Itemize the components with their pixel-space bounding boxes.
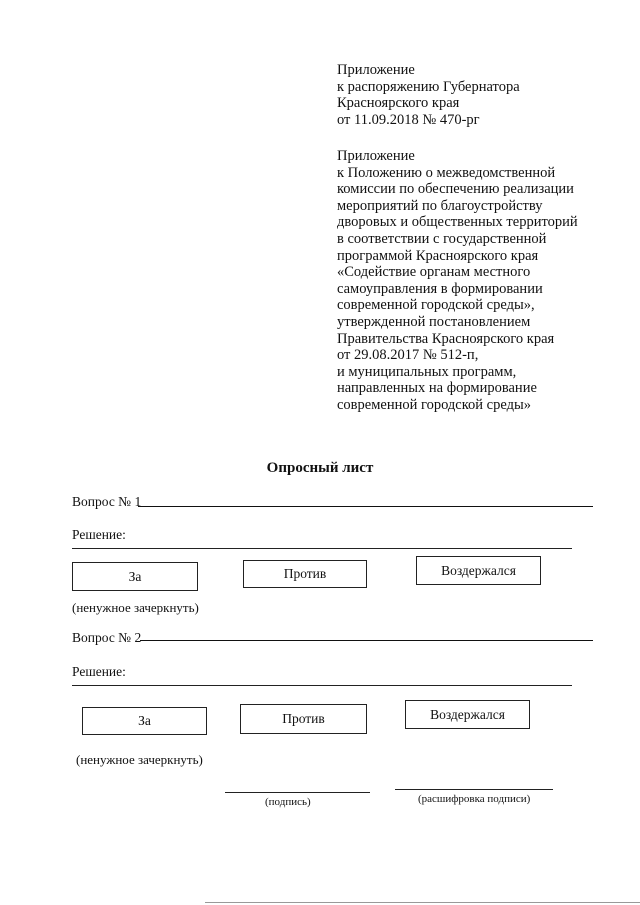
question-1-decision-line[interactable] xyxy=(72,548,572,549)
annex-header xyxy=(337,62,520,128)
option-label: Против xyxy=(283,566,327,581)
signature-decoding-label: (расшифровка подписи) xyxy=(418,793,531,805)
question-2-decision-label: Решение: xyxy=(72,664,126,679)
annex-sub-line: современной городской среды», xyxy=(337,297,535,314)
annex-sub-line: и муниципальных программ, xyxy=(337,363,517,380)
annex-sub-line: к Положению о межведомственной xyxy=(337,164,556,181)
question-1-note: (ненужное зачеркнуть) xyxy=(72,600,199,615)
question-1-option-for[interactable] xyxy=(72,562,198,591)
page-title: Опросный лист xyxy=(266,460,374,476)
annex-sub-line: Правительства Красноярского края xyxy=(337,330,555,347)
question-2-option-for[interactable] xyxy=(82,707,207,735)
annex-sub-line: комиссии по обеспечению реализации xyxy=(337,181,574,198)
annex-sub-line: «Содействие органам местного xyxy=(337,264,531,281)
option-label: За xyxy=(128,568,142,584)
option-label: Против xyxy=(282,711,325,726)
signature-decoding-line[interactable] xyxy=(395,789,553,790)
question-2-note: (ненужное зачеркнуть) xyxy=(76,752,203,767)
annex-sub-line: программой Красноярского края xyxy=(337,247,539,264)
annex-header-line: от 11.09.2018 № 470-рг xyxy=(337,111,480,128)
annex-sub-line: от 29.08.2017 № 512-п, xyxy=(337,347,479,364)
option-label: За xyxy=(138,713,151,728)
annex-sub-header xyxy=(337,148,578,414)
signature-label: (подпись) xyxy=(265,796,311,808)
option-label: Воздержался xyxy=(441,562,516,578)
annex-header-line: к распоряжению Губернатора xyxy=(337,78,520,95)
question-1-label: Вопрос № 1 xyxy=(72,494,142,509)
annex-header-line: Красноярского края xyxy=(337,95,460,112)
question-2-option-abstain[interactable] xyxy=(405,700,530,729)
question-1-option-against[interactable] xyxy=(243,560,367,588)
question-1-answer-line[interactable] xyxy=(138,506,593,507)
question-1-decision-label: Решение: xyxy=(72,527,126,542)
annex-sub-line: современной городской среды» xyxy=(337,396,531,413)
question-1-option-abstain[interactable] xyxy=(416,556,541,585)
question-2-label: Вопрос № 2 xyxy=(72,630,142,645)
annex-sub-line: утвержденной постановлением xyxy=(337,313,531,330)
annex-header-line: Приложение xyxy=(337,62,415,78)
annex-sub-line: в соответствии с государственной xyxy=(337,230,547,247)
signature-line[interactable] xyxy=(225,792,370,793)
question-2-option-against[interactable] xyxy=(240,704,367,734)
question-2-decision-line[interactable] xyxy=(72,685,572,686)
annex-sub-line: дворовых и общественных территорий xyxy=(337,214,578,231)
annex-sub-line: мероприятий по благоустройству xyxy=(337,197,543,214)
page-bottom-edge xyxy=(205,902,640,903)
option-label: Воздержался xyxy=(430,706,505,722)
annex-sub-line: Приложение xyxy=(337,148,415,164)
annex-sub-line: направленных на формирование xyxy=(337,380,537,397)
annex-sub-line: самоуправления в формировании xyxy=(337,280,543,297)
question-2-answer-line[interactable] xyxy=(140,640,593,641)
